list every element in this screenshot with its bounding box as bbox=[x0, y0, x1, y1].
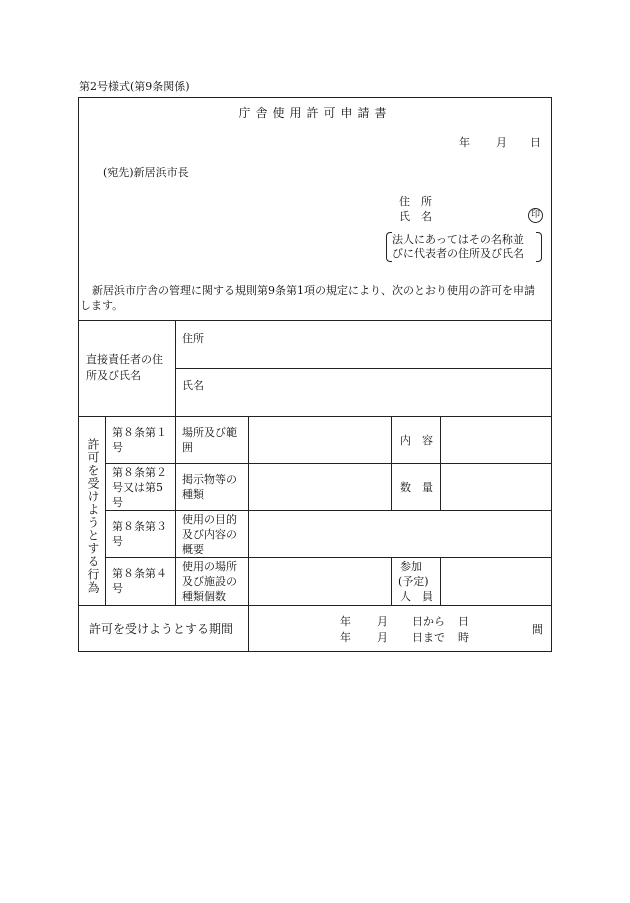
body-text-line1: 新居浜市庁舎の管理に関する規則第9条第1項の規定により、次のとおり使用の許可を申請 bbox=[92, 284, 535, 297]
row3-article-line2: 号 bbox=[112, 535, 123, 548]
responsible-label-line1: 直接責任者の住 bbox=[86, 353, 163, 366]
row1-side-label: 内 容 bbox=[400, 434, 433, 447]
row4-side-line2: (予定) bbox=[398, 575, 429, 588]
divider bbox=[105, 463, 551, 464]
divider bbox=[440, 416, 441, 510]
row4-side-line3: 人 員 bbox=[400, 590, 433, 603]
divider bbox=[391, 557, 392, 605]
row4-item-line2: 及び施設の bbox=[182, 575, 237, 588]
applicant-note-line1: 法人にあってはその名称並 bbox=[392, 233, 524, 246]
divider bbox=[175, 368, 551, 369]
divider bbox=[105, 510, 551, 511]
applicant-note-line2: びに代表者の住所及び氏名 bbox=[392, 247, 524, 260]
row4-article-line1: 第８条第４ bbox=[112, 567, 167, 580]
divider bbox=[79, 416, 551, 417]
divider bbox=[391, 416, 392, 510]
period-label: 許可を受けようとする期間 bbox=[89, 622, 234, 636]
period-until-day: 日まで bbox=[412, 631, 445, 644]
row3-article-line1: 第８条第３ bbox=[112, 520, 167, 533]
date-year: 年 bbox=[459, 136, 470, 149]
seal-mark: 印 bbox=[528, 208, 543, 223]
row2-article-line1: 第８条第２ bbox=[112, 466, 167, 479]
divider bbox=[440, 557, 441, 605]
row2-side-label: 数 量 bbox=[400, 481, 433, 494]
bracket-right bbox=[536, 232, 542, 262]
row4-item-line3: 種類個数 bbox=[182, 590, 226, 603]
form-title: 庁舎使用許可申請書 bbox=[238, 106, 392, 120]
applicant-name-label: 氏 名 bbox=[399, 210, 432, 223]
row4-article-line2: 号 bbox=[112, 582, 123, 595]
responsible-name-label: 氏名 bbox=[182, 379, 204, 392]
divider bbox=[105, 416, 106, 605]
responsible-label-line2: 所及び氏名 bbox=[86, 369, 141, 382]
form-number: 第2号様式(第9条関係) bbox=[79, 80, 190, 93]
row1-article-line2: 号 bbox=[112, 441, 123, 454]
period-until-hour: 時 bbox=[458, 631, 469, 644]
row2-article-line3: 号 bbox=[112, 496, 123, 509]
row2-item-line1: 掲示物等の bbox=[182, 473, 237, 486]
applicant-address-label: 住 所 bbox=[399, 195, 432, 208]
row3-item-line2: 及び内容の bbox=[182, 528, 237, 541]
period-from-day: 日から bbox=[412, 615, 445, 628]
divider bbox=[248, 416, 249, 651]
divider bbox=[175, 416, 176, 605]
row2-article-line2: 号又は第5 bbox=[112, 481, 163, 494]
period-between: 間 bbox=[532, 623, 543, 636]
row1-article-line1: 第８条第１ bbox=[112, 426, 167, 439]
row2-item-line2: 種類 bbox=[182, 488, 204, 501]
row3-item-line1: 使用の目的 bbox=[182, 513, 237, 526]
divider bbox=[105, 557, 551, 558]
period-until-month: 月 bbox=[377, 631, 388, 644]
row4-item-line1: 使用の場所 bbox=[182, 560, 237, 573]
row1-item-line2: 囲 bbox=[182, 441, 193, 454]
period-from-year: 年 bbox=[340, 615, 351, 628]
row3-item-line3: 概要 bbox=[182, 543, 204, 556]
period-from-hour: 日 bbox=[458, 615, 469, 628]
divider bbox=[175, 320, 176, 416]
date-month: 月 bbox=[496, 136, 507, 149]
row4-side-line1: 参加 bbox=[400, 560, 422, 573]
period-from-month: 月 bbox=[377, 615, 388, 628]
responsible-address-label: 住所 bbox=[182, 332, 204, 345]
addressee: (宛先)新居浜市長 bbox=[103, 166, 189, 179]
row1-item-line1: 場所及び範 bbox=[182, 426, 237, 439]
act-label: 許可を受けようとする行為 bbox=[86, 438, 100, 594]
divider bbox=[79, 605, 551, 606]
divider bbox=[79, 320, 551, 321]
date-day: 日 bbox=[530, 136, 541, 149]
period-until-year: 年 bbox=[340, 631, 351, 644]
body-text-line2: します。 bbox=[80, 299, 124, 312]
